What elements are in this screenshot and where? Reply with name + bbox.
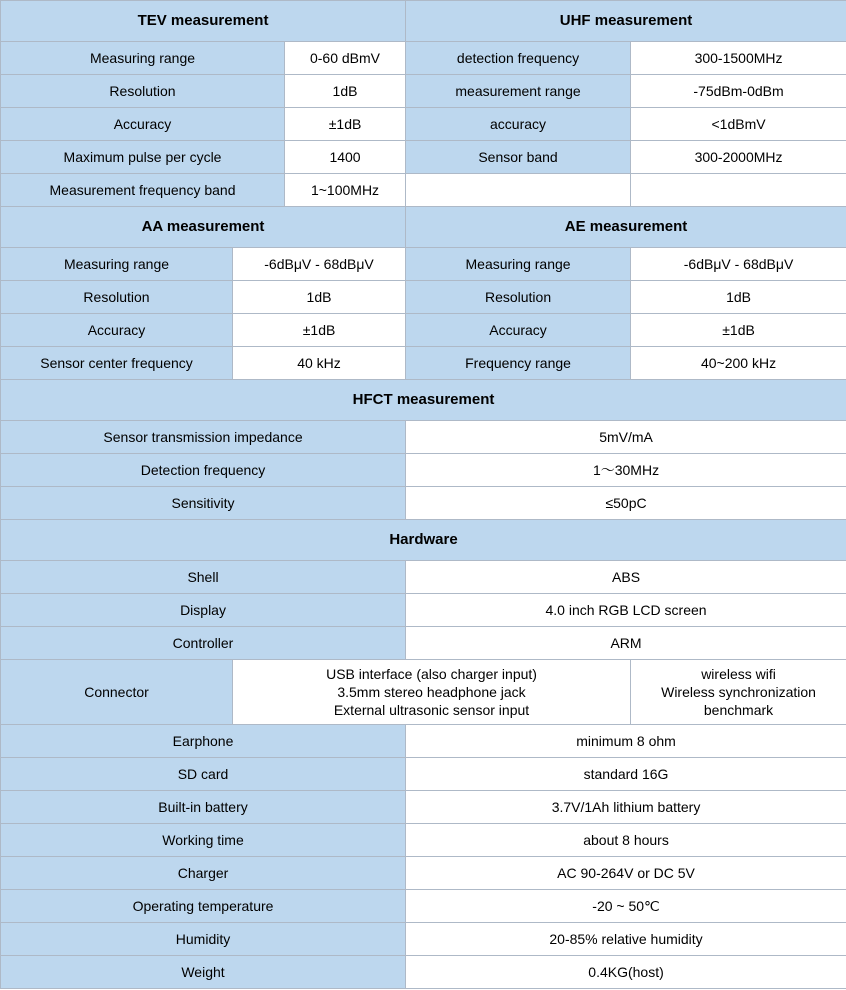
table-row [1,791,846,824]
hardware-value: 20-85% relative humidity [406,923,846,956]
aa-section-title: AA measurement [1,207,406,248]
uhf-value: 300-1500MHz [631,42,846,75]
tev-value: 0-60 dBmV [285,42,406,75]
table-row [1,956,846,989]
aa-value: 40 kHz [233,347,406,380]
table-row [1,561,846,594]
hardware-value: ARM [406,627,846,660]
table-row [1,923,846,956]
uhf-label: Sensor band [406,141,631,174]
hfct-label: Sensitivity [1,487,406,520]
hfct-section-title: HFCT measurement [1,380,846,421]
table-row [1,857,846,890]
table-row [1,141,846,174]
ae-value: 1dB [631,281,846,314]
hardware-label: Display [1,594,406,627]
table-row [1,758,846,791]
hardware-value: 0.4KG(host) [406,956,846,989]
hardware-label: Working time [1,824,406,857]
aa-value: ±1dB [233,314,406,347]
tev-label: Measurement frequency band [1,174,285,207]
ae-label: Measuring range [406,248,631,281]
hardware-value: about 8 hours [406,824,846,857]
table-row [1,248,846,281]
table-row [1,824,846,857]
table-row [1,421,846,454]
hardware-label: Controller [1,627,406,660]
hfct-label: Sensor transmission impedance [1,421,406,454]
connector-item: External ultrasonic sensor input [333,702,530,718]
connector-label: Connector [1,660,233,725]
hfct-value: 1～30MHz [406,454,846,487]
connector-item: wireless wifi [701,666,776,682]
ae-label: Frequency range [406,347,631,380]
table-row [1,42,846,75]
hardware-label: Charger [1,857,406,890]
uhf-value: <1dBmV [631,108,846,141]
table-row [1,174,846,207]
empty-cell [406,174,631,207]
table-row [1,594,846,627]
aa-label: Sensor center frequency [1,347,233,380]
connector-item: Wireless synchronization benchmark [661,684,816,718]
connector-wireless-list [631,660,846,725]
hardware-label: Shell [1,561,406,594]
connector-row [1,660,846,725]
hardware-value: minimum 8 ohm [406,725,846,758]
table-row [1,314,846,347]
hardware-label: Humidity [1,923,406,956]
tev-value: 1~100MHz [285,174,406,207]
aa-label: Accuracy [1,314,233,347]
table-row [1,108,846,141]
connector-item: USB interface (also charger input) [326,666,537,682]
tev-value: ±1dB [285,108,406,141]
hardware-value: 4.0 inch RGB LCD screen [406,594,846,627]
table-row [1,487,846,520]
connector-item: 3.5mm stereo headphone jack [337,684,526,700]
table-row [1,347,846,380]
hardware-value: AC 90-264V or DC 5V [406,857,846,890]
ae-section-title: AE measurement [406,207,846,248]
hfct-value: ≤50pC [406,487,846,520]
table-row [1,627,846,660]
hardware-label: Operating temperature [1,890,406,923]
aa-value: 1dB [233,281,406,314]
hardware-label: Built-in battery [1,791,406,824]
hfct-label: Detection frequency [1,454,406,487]
ae-label: Resolution [406,281,631,314]
empty-cell [631,174,846,207]
table-row [1,281,846,314]
aa-label: Resolution [1,281,233,314]
hardware-label: Weight [1,956,406,989]
connector-wired-list [233,660,631,725]
uhf-value: -75dBm-0dBm [631,75,846,108]
uhf-value: 300-2000MHz [631,141,846,174]
hardware-value: ABS [406,561,846,594]
tev-label: Resolution [1,75,285,108]
table-row [1,725,846,758]
table-row [1,75,846,108]
hardware-value: standard 16G [406,758,846,791]
ae-value: 40~200 kHz [631,347,846,380]
table-row [1,890,846,923]
aa-value: -6dBμV - 68dBμV [233,248,406,281]
hardware-value: -20 ~ 50℃ [406,890,846,923]
tev-label: Measuring range [1,42,285,75]
uhf-label: detection frequency [406,42,631,75]
ae-value: -6dBμV - 68dBμV [631,248,846,281]
tev-value: 1dB [285,75,406,108]
hardware-section-title: Hardware [1,520,846,561]
ae-label: Accuracy [406,314,631,347]
uhf-section-title: UHF measurement [406,1,846,42]
ae-value: ±1dB [631,314,846,347]
tev-label: Maximum pulse per cycle [1,141,285,174]
tev-label: Accuracy [1,108,285,141]
aa-label: Measuring range [1,248,233,281]
hardware-label: Earphone [1,725,406,758]
table-row [1,454,846,487]
hardware-value: 3.7V/1Ah lithium battery [406,791,846,824]
uhf-label: accuracy [406,108,631,141]
hardware-label: SD card [1,758,406,791]
tev-section-title: TEV measurement [1,1,406,42]
tev-value: 1400 [285,141,406,174]
uhf-label: measurement range [406,75,631,108]
hfct-value: 5mV/mA [406,421,846,454]
